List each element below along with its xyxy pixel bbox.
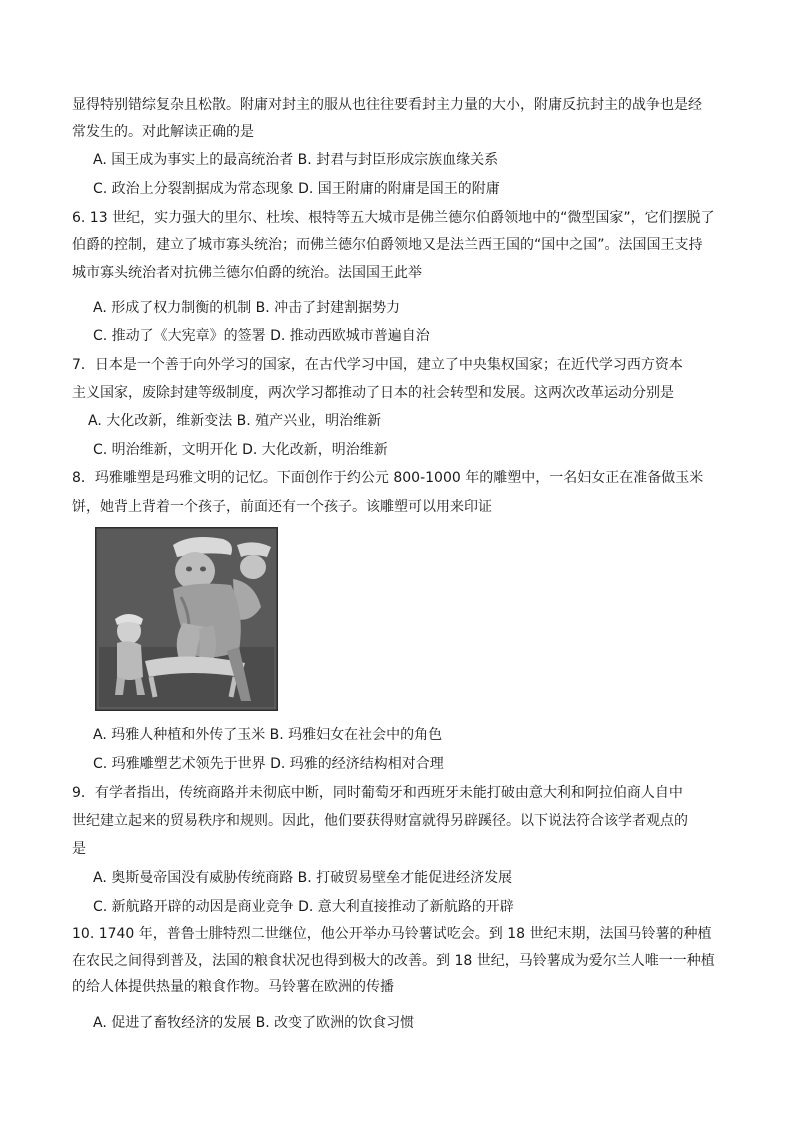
q9-option-ab: A. 奥斯曼帝国没有威胁传统商路 B. 打破贸易壁垒才能促进经济发展 <box>93 870 513 886</box>
maya-sculpture-photo <box>95 527 278 711</box>
q10-option-ab: A. 促进了畜牧经济的发展 B. 改变了欧洲的饮食习惯 <box>93 1015 415 1031</box>
q10-line-1: 10. 1740 年，普鲁士腓特烈二世继位，他公开举办马铃薯试吃会。到 18 世纪末期，法国马铃薯的种植 <box>72 926 712 942</box>
q7-option-ab: A. 大化改新，维新变法 B. 殖产兴业，明治维新 <box>88 413 382 429</box>
q9-line-1: 9．有学者指出，传统商路并未彻底中断，同时葡萄牙和西班牙未能打破由意大利和阿拉伯商人自中 <box>72 785 683 801</box>
q7-line-2: 主义国家，废除封建等级制度，两次学习都推动了日本的社会转型和发展。这两次改革运动分别是 <box>72 385 674 401</box>
q9-option-cd: C. 新航路开辟的动因是商业竞争 D. 意大利直接推动了新航路的开辟 <box>93 899 514 915</box>
q8-option-cd: C. 玛雅雕塑艺术领先于世界 D. 玛雅的经济结构相对合理 <box>93 756 444 772</box>
intro-option-cd: C. 政治上分裂割据成为常态现象 D. 国王附庸的附庸是国王的附庸 <box>93 181 500 197</box>
q10-line-2: 在农民之间得到普及，法国的粮食状况也得到极大的改善。到 18 世纪，马铃薯成为爱尔兰人唯一一种植 <box>72 953 715 969</box>
intro-line-2: 常发生的。对此解读正确的是 <box>72 124 254 140</box>
q8-option-ab: A. 玛雅人种植和外传了玉米 B. 玛雅妇女在社会中的角色 <box>93 727 443 743</box>
q8-line-2: 饼，她背上背着一个孩子，前面还有一个孩子。该雕塑可以用来印证 <box>72 499 492 515</box>
q6-line-1: 6. 13 世纪，实力强大的里尔、杜埃、根特等五大城市是佛兰德尔伯爵领地中的“微型国家”，它们摆脱了 <box>72 210 715 226</box>
q7-line-1: 7．日本是一个善于向外学习的国家，在古代学习中国，建立了中央集权国家；在近代学习西方资本 <box>72 357 683 373</box>
intro-line-1: 显得特别错综复杂且松散。附庸对封主的服从也往往要看封主力量的大小，附庸反抗封主的战争也是经 <box>72 97 702 113</box>
q9-line-2: 世纪建立起来的贸易秩序和规则。因此，他们要获得财富就得另辟蹊径。以下说法符合该学者观点的 <box>72 813 688 829</box>
q6-option-cd: C. 推动了《大宪章》的签署 D. 推动西欧城市普遍自治 <box>93 328 430 344</box>
q9-line-3: 是 <box>72 841 86 857</box>
q10-line-3: 的给人体提供热量的粮食作物。马铃薯在欧洲的传播 <box>72 979 394 995</box>
sculpture-illustration <box>95 527 278 711</box>
q7-option-cd: C. 明治维新，文明开化 D. 大化改新，明治维新 <box>93 442 388 458</box>
q6-option-ab: A. 形成了权力制衡的机制 B. 冲击了封建割据势力 <box>93 300 401 316</box>
intro-option-ab: A. 国王成为事实上的最高统治者 B. 封君与封臣形成宗族血缘关系 <box>93 152 499 168</box>
q8-line-1: 8．玛雅雕塑是玛雅文明的记忆。下面创作于约公元 800-1000 年的雕塑中，一名妇女正在准备做玉米 <box>72 470 704 486</box>
q6-line-2: 伯爵的控制，建立了城市寡头统治；而佛兰德尔伯爵领地又是法兰西王国的“国中之国”。法国国王支持 <box>72 237 703 253</box>
q6-line-3: 城市寡头统治者对抗佛兰德尔伯爵的统治。法国国王此举 <box>72 265 422 281</box>
